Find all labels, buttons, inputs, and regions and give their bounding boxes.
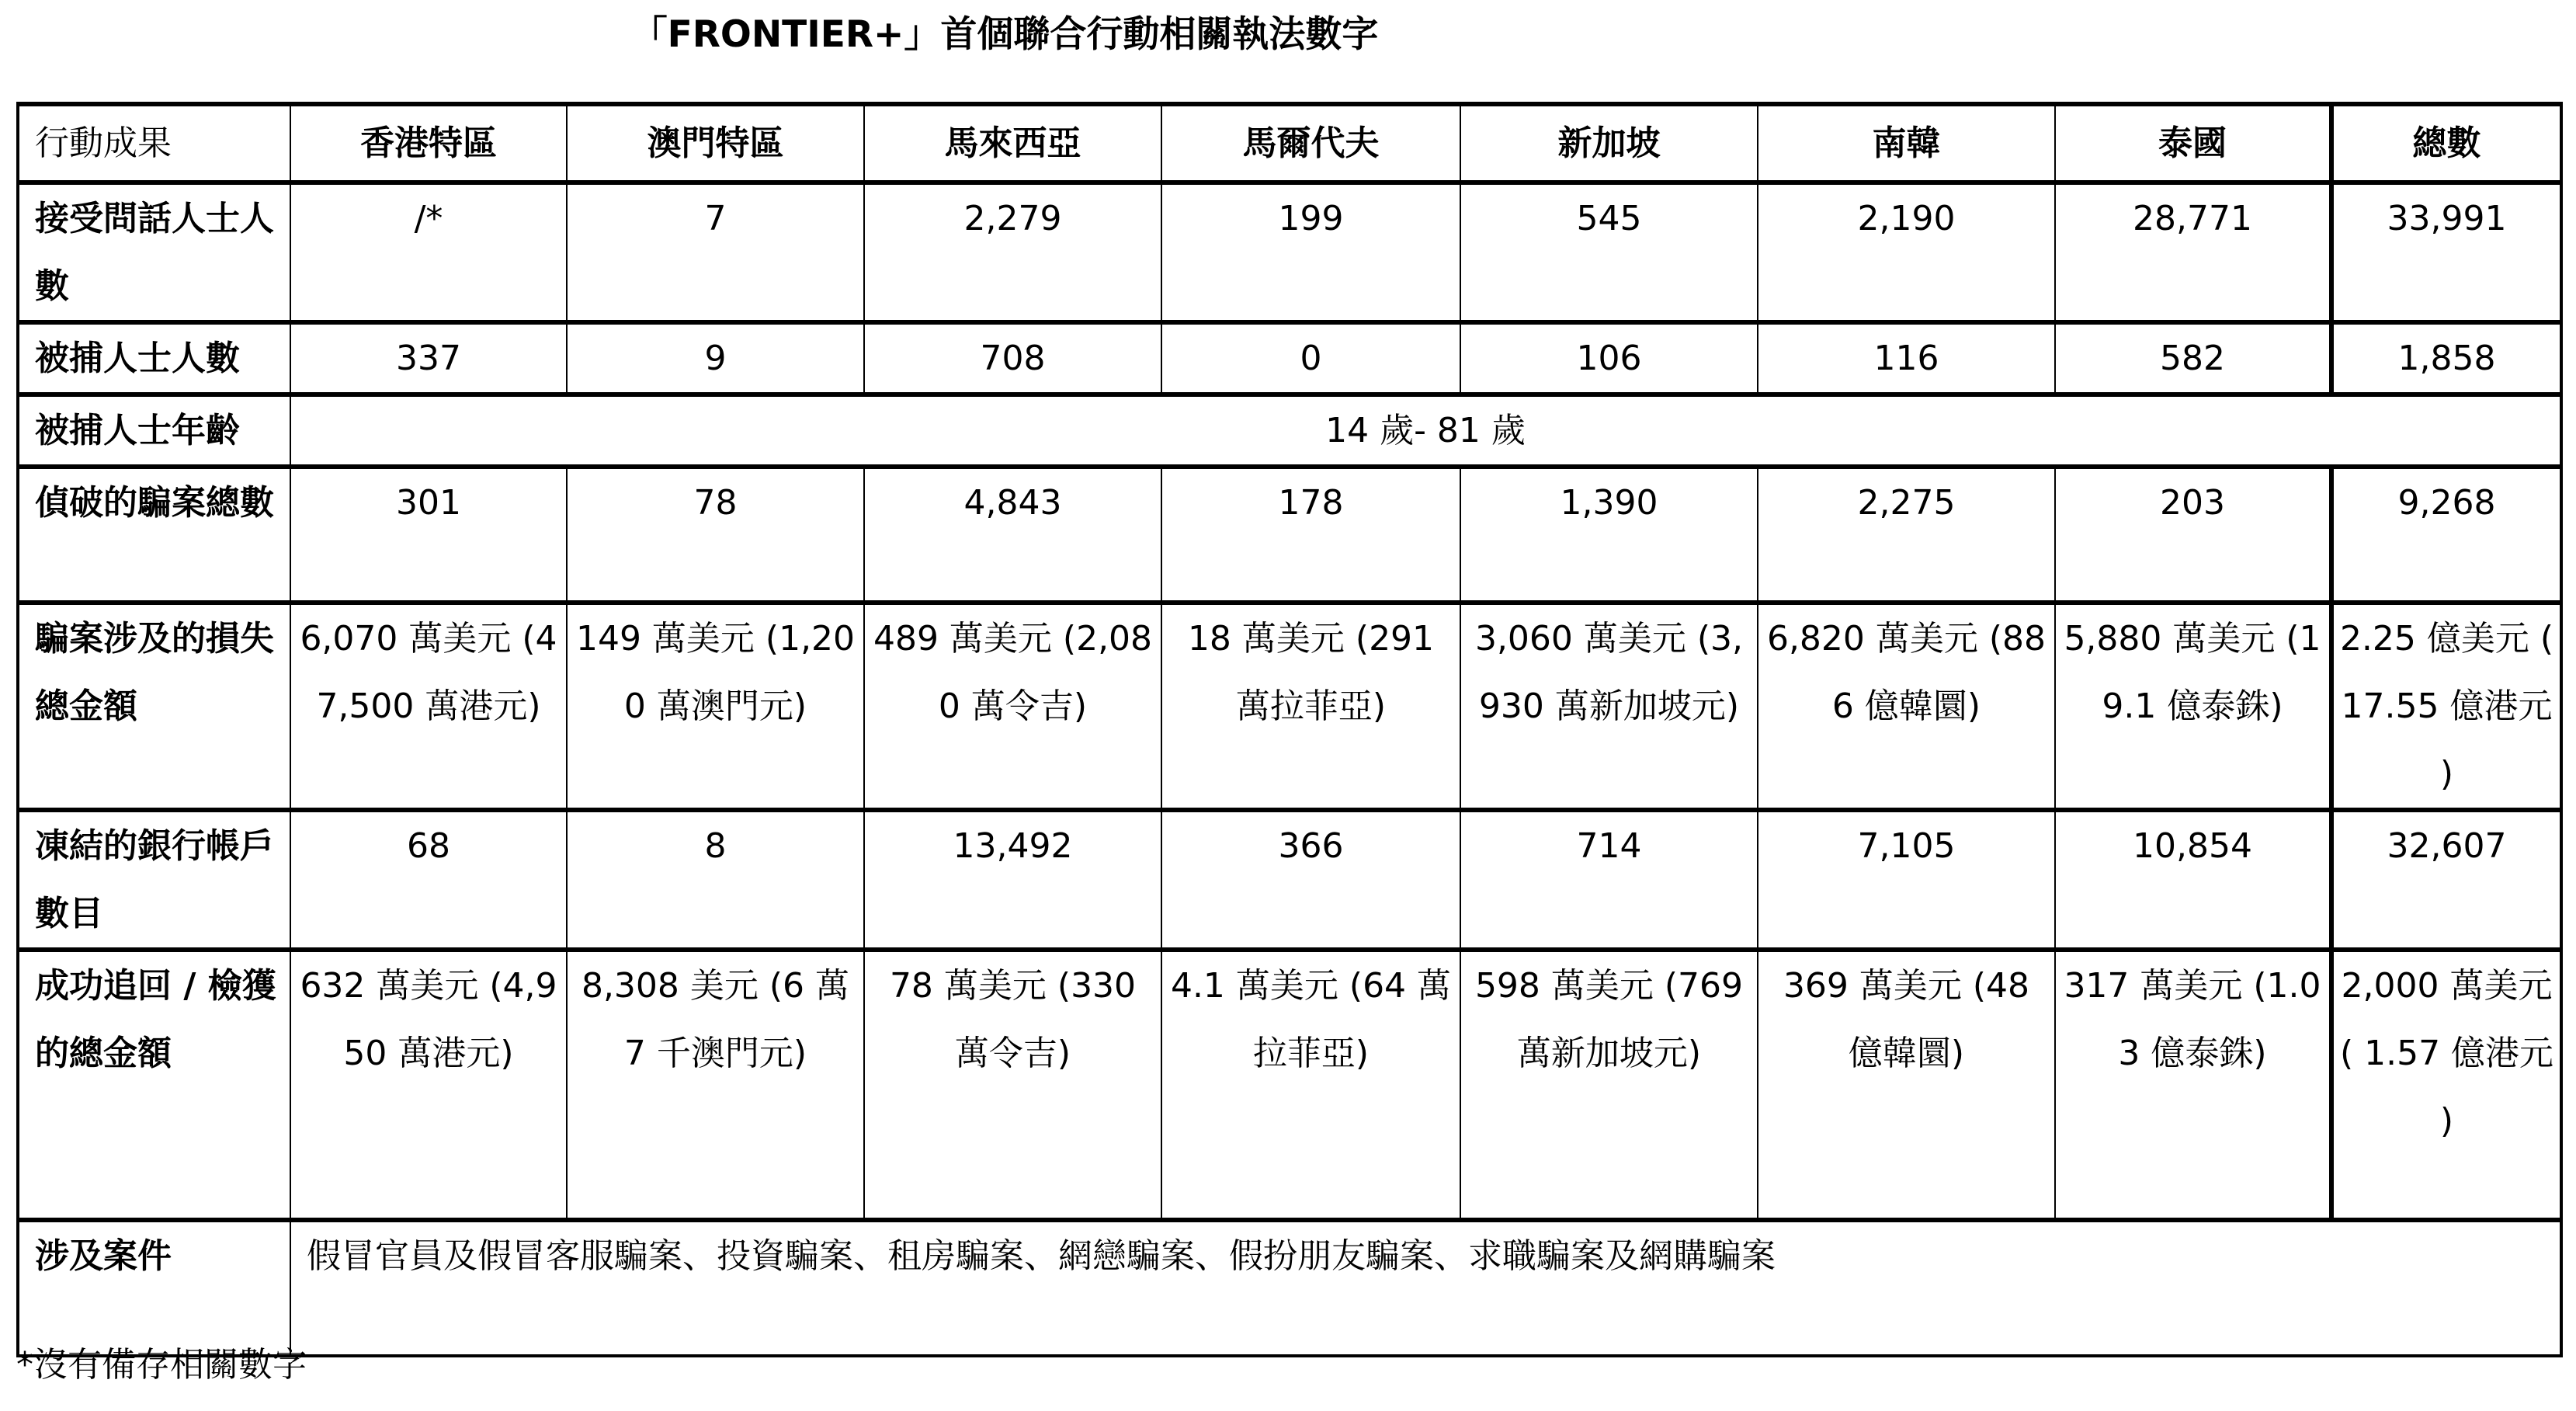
row-label: 偵破的騙案總數 (18, 467, 290, 603)
table-cell: 6,070 萬美元 (47,500 萬港元) (290, 603, 567, 810)
header-label: 行動成果 (18, 104, 290, 182)
table-cell: 369 萬美元 (48 億韓圜) (1758, 950, 2055, 1220)
header-maldives: 馬爾代夫 (1161, 104, 1460, 182)
table-cell: 116 (1758, 322, 2055, 394)
row-label: 凍結的銀行帳戶數目 (18, 810, 290, 950)
row-label: 被捕人士年齡 (18, 394, 290, 467)
table-cell: 545 (1460, 182, 1758, 322)
table-cell: 708 (864, 322, 1161, 394)
total-cell: 2,000 萬美元 ( 1.57 億港元 ) (2331, 950, 2561, 1220)
total-cell: 2.25 億美元 ( 17.55 億港元 ) (2331, 603, 2561, 810)
row-label: 騙案涉及的損失總金額 (18, 603, 290, 810)
table-cell: 337 (290, 322, 567, 394)
table-row-total-loss (18, 603, 2561, 810)
document-title (0, 11, 2576, 59)
table-cell: 714 (1460, 810, 1758, 950)
table-cell: 78 (567, 467, 864, 603)
table-cell: 106 (1460, 322, 1758, 394)
table-cell: 18 萬美元 (291 萬拉菲亞) (1161, 603, 1460, 810)
table-cell: 178 (1161, 467, 1460, 603)
table-cell: 2,279 (864, 182, 1161, 322)
merged-age-range-cell: 14 歲- 81 歲 (290, 394, 2561, 467)
table-cell: 7 (567, 182, 864, 322)
table-cell: 203 (2055, 467, 2331, 603)
table-cell: 4,843 (864, 467, 1161, 603)
merged-case-types-cell: 假冒官員及假冒客服騙案、投資騙案、租房騙案、網戀騙案、假扮朋友騙案、求職騙案及網購騙案 (290, 1220, 2561, 1356)
table-cell: 2,275 (1758, 467, 2055, 603)
table-row-arrestee-age (18, 394, 2561, 467)
table-cell: 301 (290, 467, 567, 603)
header-malaysia: 馬來西亞 (864, 104, 1161, 182)
table-header-row (18, 104, 2561, 182)
total-cell: 32,607 (2331, 810, 2561, 950)
table-cell: 7,105 (1758, 810, 2055, 950)
total-cell: 9,268 (2331, 467, 2561, 603)
table-cell: 149 萬美元 (1,200 萬澳門元) (567, 603, 864, 810)
table-row-cases-detected (18, 467, 2561, 603)
table-cell: 5,880 萬美元 (19.1 億泰銖) (2055, 603, 2331, 810)
table-cell: 2,190 (1758, 182, 2055, 322)
table-cell: 598 萬美元 (769 萬新加坡元) (1460, 950, 1758, 1220)
header-south-korea: 南韓 (1758, 104, 2055, 182)
table-row-recovered-amount (18, 950, 2561, 1220)
table-cell: 632 萬美元 (4,950 萬港元) (290, 950, 567, 1220)
table-cell: 6,820 萬美元 (886 億韓圜) (1758, 603, 2055, 810)
table-row-persons-questioned (18, 182, 2561, 322)
table-cell: 68 (290, 810, 567, 950)
document-title-text: 「FRONTIER+」首個聯合行動相關執法數字 (630, 13, 1379, 56)
table-cell: 78 萬美元 (330 萬令吉) (864, 950, 1161, 1220)
table-cell: 199 (1161, 182, 1460, 322)
table-cell: /* (290, 182, 567, 322)
row-label: 接受問話人士人數 (18, 182, 290, 322)
table-cell: 10,854 (2055, 810, 2331, 950)
table-cell: 9 (567, 322, 864, 394)
table-cell: 4.1 萬美元 (64 萬拉菲亞) (1161, 950, 1460, 1220)
enforcement-figures-table (16, 102, 2563, 1357)
table-cell: 582 (2055, 322, 2331, 394)
table-row-case-types (18, 1220, 2561, 1356)
header-hong-kong: 香港特區 (290, 104, 567, 182)
footnote: *沒有備存相關數字 (16, 1345, 307, 1385)
table-row-frozen-accounts (18, 810, 2561, 950)
table-cell: 366 (1161, 810, 1460, 950)
table-cell: 8,308 美元 (6 萬 7 千澳門元) (567, 950, 864, 1220)
table-row-persons-arrested (18, 322, 2561, 394)
total-cell: 33,991 (2331, 182, 2561, 322)
table-cell: 0 (1161, 322, 1460, 394)
header-thailand: 泰國 (2055, 104, 2331, 182)
table-cell: 3,060 萬美元 (3,930 萬新加坡元) (1460, 603, 1758, 810)
header-macau: 澳門特區 (567, 104, 864, 182)
header-singapore: 新加坡 (1460, 104, 1758, 182)
header-total: 總數 (2331, 104, 2561, 182)
table-cell: 317 萬美元 (1.03 億泰銖) (2055, 950, 2331, 1220)
table-cell: 13,492 (864, 810, 1161, 950)
total-cell: 1,858 (2331, 322, 2561, 394)
table-cell: 28,771 (2055, 182, 2331, 322)
table-cell: 489 萬美元 (2,080 萬令吉) (864, 603, 1161, 810)
row-label: 成功追回 / 檢獲的總金額 (18, 950, 290, 1220)
row-label: 涉及案件 (18, 1220, 290, 1356)
table-cell: 1,390 (1460, 467, 1758, 603)
row-label: 被捕人士人數 (18, 322, 290, 394)
table-cell: 8 (567, 810, 864, 950)
